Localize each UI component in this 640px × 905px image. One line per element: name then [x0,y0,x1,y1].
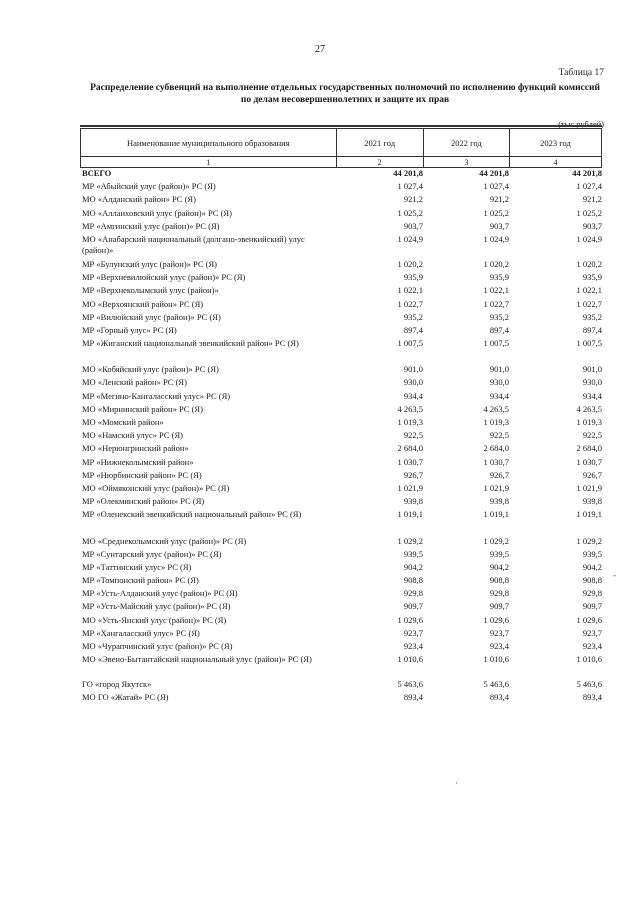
value-2021: 923,7 [403,627,423,638]
row-name: МР «Томпонский район» РС (Я) [82,575,199,586]
value-2023: 1 010,6 [576,654,602,665]
margin-mark: · [455,778,458,788]
row-name: МР «Сунтарский улус (район)» РС (Я) [82,548,222,559]
table-row [80,457,602,470]
value-2023: 1 021,9 [576,482,602,493]
value-2022: 1 022,1 [483,285,509,296]
value-2023: 908,8 [582,575,602,586]
row-name: МР «Усть-Майский улус (район)» РС (Я) [82,601,231,612]
row-name: МО «Момский район» [82,417,164,427]
value-2022: 930,0 [489,377,509,388]
table-row [80,536,602,549]
row-name: МО «Оймяконский улус (район)» РС (Я) [82,482,230,493]
table-row [80,325,602,338]
table-row [80,562,602,575]
value-2023: 904,2 [582,561,602,572]
table-row [80,194,602,207]
row-name: МО «Мирнинский район» РС (Я) [82,403,203,414]
page-number: 27 [315,44,325,55]
value-2021: 1 027,4 [397,181,423,192]
value-2023: 1 022,1 [576,285,602,296]
value-2022: 939,8 [489,496,509,507]
column-header-2022: 2022 год [423,129,509,157]
value-2023: 909,7 [582,601,602,612]
value-2022: 1 010,6 [483,654,509,665]
value-2023: 939,8 [582,496,602,507]
value-2021: 897,4 [403,324,423,335]
value-2021: 1 024,9 [397,233,423,244]
value-2021: 1 029,2 [397,535,423,546]
value-2022: 44 201,8 [479,168,509,178]
margin-mark: - [613,570,616,580]
column-header-2021: 2021 год [336,129,423,157]
value-2023: 1 030,7 [576,456,602,467]
row-name: МО «Ленский район» РС (Я) [82,377,187,388]
value-2022: 893,4 [489,692,509,703]
value-2021: 921,2 [403,194,423,205]
total-row [80,168,602,181]
value-2022: 1 024,9 [483,233,509,244]
value-2022: 5 463,6 [483,679,509,690]
value-2022: 1 029,2 [483,535,509,546]
value-2021: 1 022,1 [397,285,423,296]
row-name: МР «Жиганский национальный эвенкийский район» РС (Я) [82,338,299,349]
value-2022: 1 019,3 [483,417,509,427]
table-row [80,496,602,509]
spacer [80,523,602,536]
row-name: МО «Анабарский национальный (долгано-эвенкийский) улус (район)» [82,233,305,255]
value-2022: 1 022,7 [483,298,509,309]
table-row [80,404,602,417]
table-row [80,575,602,588]
row-name: МР «Верхневилюйский улус (район)» РС (Я) [82,272,246,283]
value-2023: 1 020,2 [576,258,602,269]
value-2022: 1 020,2 [483,258,509,269]
value-2023: 1 019,1 [576,509,602,520]
value-2022: 1 021,9 [483,482,509,493]
value-2021: 2 684,0 [397,443,423,454]
value-2023: 934,4 [582,390,602,401]
row-name: МР «Амгинский улус (район)» РС (Я) [82,220,220,231]
value-2021: 908,8 [403,575,423,586]
value-2021: 930,0 [403,377,423,388]
row-group-2 [80,364,602,522]
value-2022: 1 030,7 [483,456,509,467]
table-row [80,430,602,443]
value-2022: 1 027,4 [483,181,509,192]
document-title [80,83,610,106]
row-name: МР «Нюрбинский район» РС (Я) [82,469,202,480]
title-line-2: по делам несовершеннолетних и защите их прав [240,94,450,105]
value-2021: 909,7 [403,601,423,612]
value-2021: 929,8 [403,588,423,599]
value-2021: 893,4 [403,692,423,703]
value-2023: 923,7 [582,627,602,638]
value-2023: 922,5 [582,430,602,441]
value-2023: 1 029,2 [576,535,602,546]
row-name: ВСЕГО [82,168,112,178]
table-row [80,692,602,705]
column-header-name: Наименование муниципального образования [81,129,337,157]
value-2023: 903,7 [582,220,602,231]
value-2022: 934,4 [489,390,509,401]
value-2021: 926,7 [403,469,423,480]
value-2022: 2 684,0 [483,443,509,454]
table-row [80,181,602,194]
value-2021: 1 030,7 [397,456,423,467]
table-row [80,208,602,221]
value-2021: 5 463,6 [397,679,423,690]
value-2022: 901,0 [489,364,509,375]
value-2023: 2 684,0 [576,443,602,454]
row-name: ГО «город Якутск» [82,679,152,690]
value-2023: 926,7 [582,469,602,480]
table-body [80,168,602,706]
value-2021: 922,5 [403,430,423,441]
column-number-2: 2 [336,157,423,168]
row-name: МР «Усть-Алданский улус (район)» РС (Я) [82,588,238,599]
units-label: (тыс.рублей) [558,119,604,129]
table-row [80,391,602,404]
row-name: МР «Нижнеколымский район» [82,456,194,467]
value-2023: 930,0 [582,377,602,388]
value-2022: 1 019,1 [483,509,509,520]
table-row [80,312,602,325]
row-group-1 [80,181,602,351]
row-name: МР «Вилюйский улус (район)» РС (Я) [82,311,221,322]
table-row [80,443,602,456]
value-2021: 1 010,6 [397,654,423,665]
value-2021: 903,7 [403,220,423,231]
row-name: МР «Оленекский эвенкийский национальный район» РС (Я) [82,509,302,520]
spacer [80,351,602,364]
value-2023: 1 027,4 [576,181,602,192]
value-2022: 903,7 [489,220,509,231]
value-2023: 1 007,5 [576,338,602,349]
column-number-1: 1 [81,157,337,168]
row-name: МО «Нерюнгринский район» [82,443,189,454]
divider [80,126,602,127]
value-2023: 1 019,3 [576,417,602,427]
row-name: МР «Таттинский улус» РС (Я) [82,561,192,572]
value-2023: 44 201,8 [572,168,602,178]
row-name: МР «Хангаласский улус» РС (Я) [82,627,200,638]
value-2021: 904,2 [403,561,423,572]
value-2022: 921,2 [489,194,509,205]
table-row [80,259,602,272]
table-row [80,470,602,483]
value-2022: 923,4 [489,641,509,651]
table-row [80,272,602,285]
table-row [80,285,602,298]
value-2022: 929,8 [489,588,509,599]
value-2021: 1 019,3 [397,417,423,427]
value-2023: 929,8 [582,588,602,599]
row-name: МО «Алданский район» РС (Я) [82,194,196,205]
value-2021: 1 007,5 [397,338,423,349]
table-row [80,601,602,614]
column-number-4: 4 [509,157,601,168]
row-name: МО «Среднеколымский улус (район)» РС (Я) [82,535,247,546]
value-2022: 923,7 [489,627,509,638]
value-2023: 1 025,2 [576,207,602,218]
value-2021: 923,4 [403,641,423,651]
table-row [80,654,602,679]
table-row [80,377,602,390]
value-2021: 934,4 [403,390,423,401]
table-row [80,641,602,654]
row-name: МО «Верхоянский район» РС (Я) [82,298,204,309]
value-2022: 935,2 [489,311,509,322]
value-2023: 4 263,5 [576,403,602,414]
row-name: МО «Усть-Янский улус (район)» РС (Я) [82,614,227,625]
row-name: МР «Булунский улус (район)» РС (Я) [82,258,217,269]
table-row [80,628,602,641]
column-number-3: 3 [423,157,509,168]
value-2022: 922,5 [489,430,509,441]
row-name: МР «Мегино-Кангаласский улус» РС (Я) [82,390,231,401]
value-2022: 926,7 [489,469,509,480]
title-line-1: Распределение субвенций на выполнение отдельных государственных полномочий по исполнению функций комиссий [90,83,600,93]
table-row [80,364,602,377]
value-2023: 935,9 [582,272,602,283]
table-row [80,679,602,692]
table-row [80,615,602,628]
value-2021: 44 201,8 [393,168,423,178]
value-2023: 939,5 [582,548,602,559]
value-2021: 939,5 [403,548,423,559]
value-2021: 1 020,2 [397,258,423,269]
row-name: МО «Кобяйский улус (район)» РС (Я) [82,364,219,375]
value-2021: 1 019,1 [397,509,423,520]
value-2022: 939,5 [489,548,509,559]
table-row [80,509,602,522]
row-name: МО «Чурапчинский улус (район)» РС (Я) [82,641,233,651]
value-2021: 1 021,9 [397,482,423,493]
row-name: МР «Абыйский улус (район)» РС (Я) [82,181,216,192]
value-2022: 1 007,5 [483,338,509,349]
table-row [80,299,602,312]
row-name: МО «Аллаиховский улус (район)» РС (Я) [82,207,232,218]
table-row [80,483,602,496]
value-2021: 1 025,2 [397,207,423,218]
row-name: МР «Верхнеколымский улус (район)» [82,285,219,296]
value-2023: 1 022,7 [576,298,602,309]
value-2023: 5 463,6 [576,679,602,690]
value-2022: 1 025,2 [483,207,509,218]
value-2023: 897,4 [582,324,602,335]
table-row [80,549,602,562]
value-2022: 1 029,6 [483,614,509,625]
row-name: МО «Эвено-Бытантайский национальный улус (район)» РС (Я) [82,654,312,665]
row-group-3 [80,536,602,706]
value-2023: 901,0 [582,364,602,375]
value-2022: 909,7 [489,601,509,612]
table-row [80,234,602,259]
value-2023: 923,4 [582,641,602,651]
table-label: Таблица 17 [558,68,604,78]
row-name: МР «Олекминский район» РС (Я) [82,496,205,507]
value-2021: 4 263,5 [397,403,423,414]
row-name: МО «Намский улус» РС (Я) [82,430,183,441]
table-row [80,588,602,601]
value-2023: 1 024,9 [576,233,602,244]
table-row [80,221,602,234]
value-2022: 935,9 [489,272,509,283]
value-2023: 935,2 [582,311,602,322]
value-2021: 1 029,6 [397,614,423,625]
value-2023: 1 029,6 [576,614,602,625]
table-row [80,417,602,430]
column-header-2023: 2023 год [509,129,601,157]
value-2021: 935,2 [403,311,423,322]
value-2021: 935,9 [403,272,423,283]
value-2023: 921,2 [582,194,602,205]
value-2022: 904,2 [489,561,509,572]
row-name: МО ГО «Жатай» РС (Я) [82,692,169,703]
value-2021: 1 022,7 [397,298,423,309]
value-2021: 939,8 [403,496,423,507]
value-2022: 4 263,5 [483,403,509,414]
value-2023: 893,4 [582,692,602,703]
table-header [80,128,602,168]
value-2021: 901,0 [403,364,423,375]
table-row [80,338,602,351]
value-2022: 897,4 [489,324,509,335]
value-2022: 908,8 [489,575,509,586]
row-name: МР «Горный улус» РС (Я) [82,324,177,335]
